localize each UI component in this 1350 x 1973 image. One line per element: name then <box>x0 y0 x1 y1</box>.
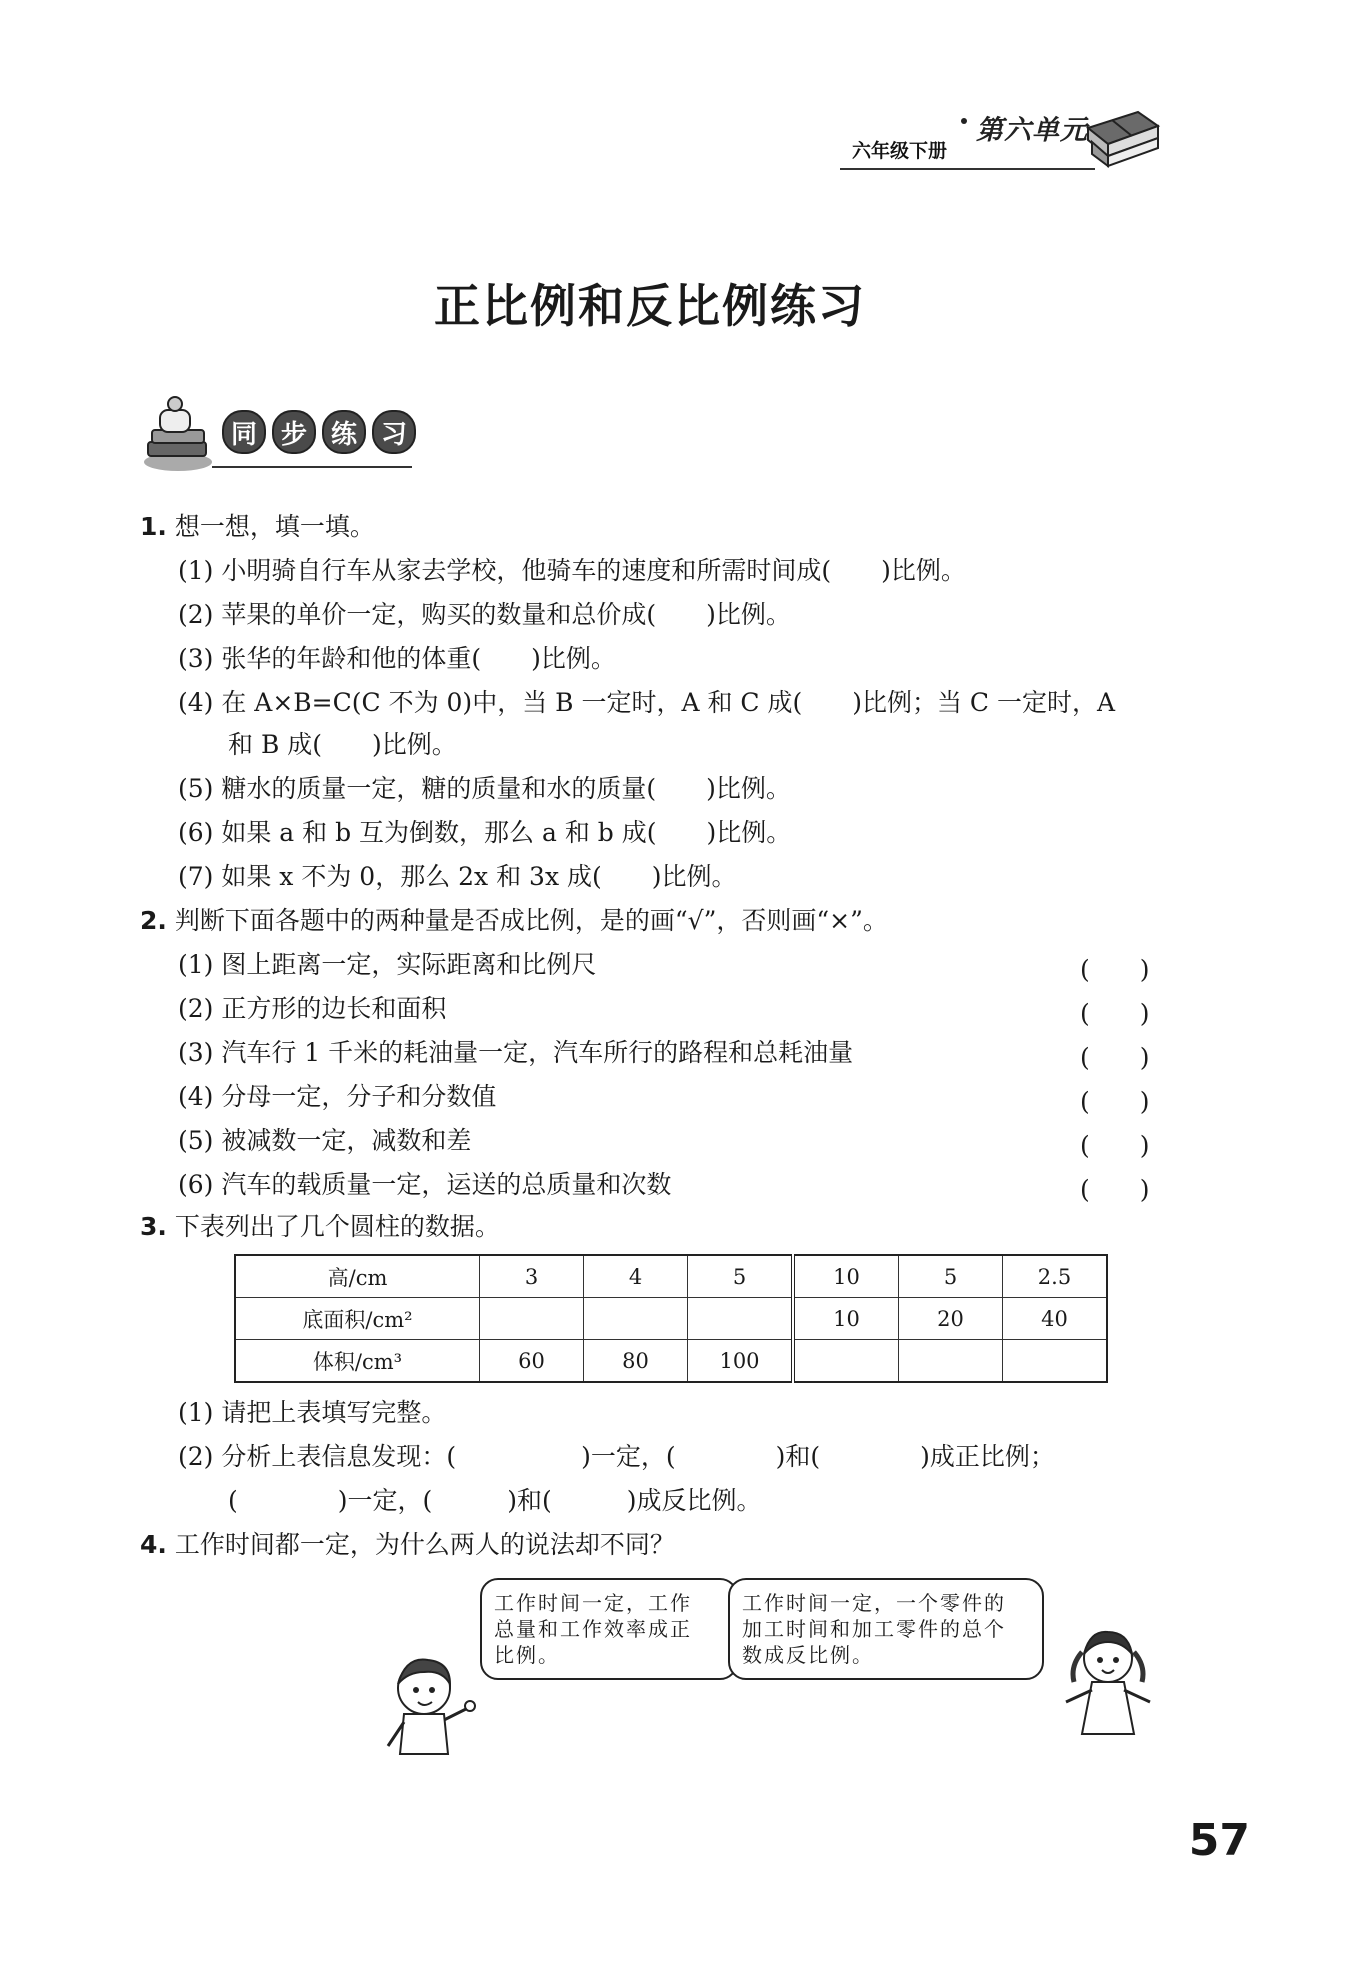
question-number: 1. <box>140 512 167 541</box>
grade-label: 六年级下册 <box>852 140 948 162</box>
q1-item: (7) 如果 x 不为 0，那么 2x 和 3x 成( )比例。 <box>178 862 737 891</box>
table-cell: 10 <box>793 1255 899 1298</box>
unit-title: 第六单元 <box>976 115 1088 146</box>
q1-item: (4) 在 A×B=C(C 不为 0)中，当 B 一定时，A 和 C 成( )比例；当 C 一定时，A <box>178 688 1116 717</box>
speech-bubble-boy <box>480 1578 738 1680</box>
bubble-line: 数成反比例。 <box>742 1643 874 1667</box>
question-3 <box>140 1212 500 1242</box>
answer-paren[interactable]: ( ) <box>1080 999 1150 1028</box>
bubble-line: 比例。 <box>494 1643 560 1667</box>
table-cell: 60 <box>480 1340 584 1383</box>
books-icon <box>1082 98 1162 170</box>
question-number: 2. <box>140 906 167 935</box>
question-1 <box>140 512 375 542</box>
section-char: 同 <box>222 410 266 454</box>
section-char: 步 <box>272 410 316 454</box>
q3-sub2: (2) 分析上表信息发现：( )一定，( )和( )成正比例； <box>178 1442 1055 1471</box>
lamp-books-icon <box>140 392 220 474</box>
table-cell[interactable] <box>793 1340 899 1383</box>
table-row <box>235 1340 1107 1383</box>
table-cell[interactable] <box>688 1298 794 1340</box>
q1-item: (2) 苹果的单价一定，购买的数量和总价成( )比例。 <box>178 600 791 629</box>
q3-sub2-cont: ( )一定，( )和( )成反比例。 <box>228 1486 762 1515</box>
q1-item: (6) 如果 a 和 b 互为倒数，那么 a 和 b 成( )比例。 <box>178 818 792 847</box>
section-char: 练 <box>322 410 366 454</box>
q3-sub1: (1) 请把上表填写完整。 <box>178 1398 447 1427</box>
q2-item: (5) 被减数一定，减数和差 <box>178 1126 472 1155</box>
header-rule <box>840 168 1095 170</box>
page-title: 正比例和反比例练习 <box>434 279 866 333</box>
q2-item: (4) 分母一定，分子和分数值 <box>178 1082 497 1111</box>
question-4 <box>140 1530 675 1560</box>
question-text: 想一想，填一填。 <box>174 512 375 541</box>
q1-item: (1) 小明骑自行车从家去学校，他骑车的速度和所需时间成( )比例。 <box>178 556 966 585</box>
bubble-line: 工作时间一定，工作 <box>494 1591 692 1615</box>
bubble-line: 总量和工作效率成正 <box>494 1617 692 1641</box>
table-cell: 40 <box>1003 1298 1108 1340</box>
table-cell: 80 <box>584 1340 688 1383</box>
table-cell[interactable] <box>899 1340 1003 1383</box>
q1-item-cont: 和 B 成( )比例。 <box>228 730 457 759</box>
girl-illustration <box>1052 1622 1162 1742</box>
answer-paren[interactable]: ( ) <box>1080 955 1150 984</box>
table-cell: 5 <box>899 1255 1003 1298</box>
q2-item: (1) 图上距离一定，实际距离和比例尺 <box>178 950 597 979</box>
table-cell: 2.5 <box>1003 1255 1108 1298</box>
answer-paren[interactable]: ( ) <box>1080 1087 1150 1116</box>
question-number: 3. <box>140 1212 167 1241</box>
bubble-line: 工作时间一定，一个零件的 <box>742 1591 1006 1615</box>
table-row <box>235 1255 1107 1298</box>
row-label: 体积/cm³ <box>235 1340 480 1383</box>
table-cell: 4 <box>584 1255 688 1298</box>
q1-item: (5) 糖水的质量一定，糖的质量和水的质量( )比例。 <box>178 774 791 803</box>
section-label <box>222 410 416 454</box>
question-2 <box>140 906 888 936</box>
q1-item: (3) 张华的年龄和他的体重( )比例。 <box>178 644 616 673</box>
table-cell[interactable] <box>480 1298 584 1340</box>
q2-item: (6) 汽车的载质量一定，运送的总质量和次数 <box>178 1170 672 1199</box>
header-dot <box>961 118 967 124</box>
boy-illustration <box>376 1650 486 1760</box>
table-cell: 100 <box>688 1340 794 1383</box>
section-char: 习 <box>372 410 416 454</box>
table-cell: 20 <box>899 1298 1003 1340</box>
section-rule <box>212 466 412 468</box>
table-cell[interactable] <box>1003 1340 1108 1383</box>
row-label: 底面积/cm² <box>235 1298 480 1340</box>
page-number: 57 <box>1188 1815 1250 1866</box>
table-row <box>235 1298 1107 1340</box>
table-cell[interactable] <box>584 1298 688 1340</box>
q2-item: (3) 汽车行 1 千米的耗油量一定，汽车所行的路程和总耗油量 <box>178 1038 854 1067</box>
question-text: 判断下面各题中的两种量是否成比例，是的画“√”，否则画“×”。 <box>174 906 888 935</box>
q2-item: (2) 正方形的边长和面积 <box>178 994 447 1023</box>
question-text: 工作时间都一定，为什么两人的说法却不同？ <box>174 1530 675 1559</box>
speech-bubble-girl <box>728 1578 1044 1680</box>
question-text: 下表列出了几个圆柱的数据。 <box>174 1212 500 1241</box>
cylinder-table <box>234 1254 1108 1383</box>
question-number: 4. <box>140 1530 167 1559</box>
answer-paren[interactable]: ( ) <box>1080 1175 1150 1204</box>
row-label: 高/cm <box>235 1255 480 1298</box>
answer-paren[interactable]: ( ) <box>1080 1043 1150 1072</box>
bubble-line: 加工时间和加工零件的总个 <box>742 1617 1006 1641</box>
table-cell: 10 <box>793 1298 899 1340</box>
table-cell: 5 <box>688 1255 794 1298</box>
table-cell: 3 <box>480 1255 584 1298</box>
answer-paren[interactable]: ( ) <box>1080 1131 1150 1160</box>
